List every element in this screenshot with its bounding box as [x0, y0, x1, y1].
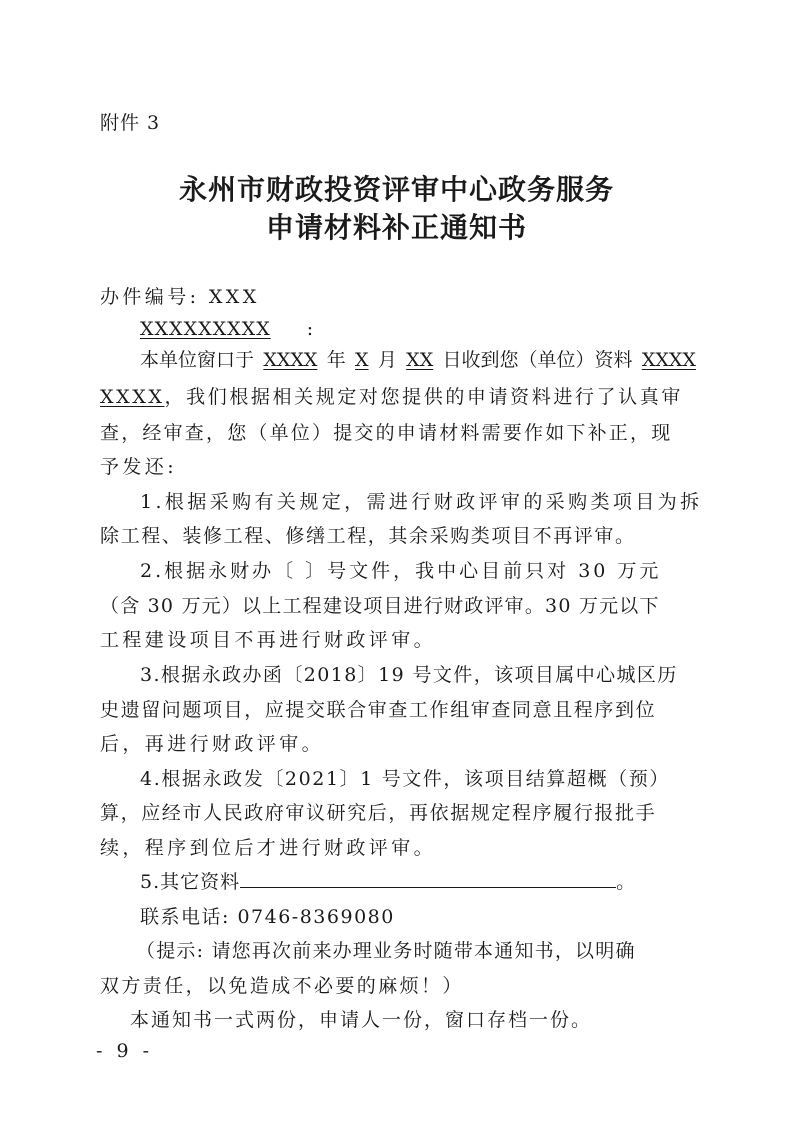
item-2-line-1: 2.根据永财办〔 〕号文件，我中心目前只对 30 万元 [140, 560, 662, 582]
copies-note: 本通知书一式两份，申请人一份，窗口存档一份。 [130, 1009, 593, 1031]
addressee-suffix: : [306, 318, 315, 340]
intro-line-4: 予发还: [100, 456, 178, 478]
attachment-label: 附件 3 [100, 112, 161, 134]
intro-line-2 [100, 384, 696, 410]
page-number: - 9 - [96, 1040, 154, 1062]
item-3-line-1: 3.根据永政办函〔2018〕19 号文件，该项目属中心城区历 [140, 664, 678, 686]
addressee-name: XXXXXXXXX [140, 318, 271, 340]
intro-doc-2: XXXX [100, 386, 165, 408]
intro-text-a: 本单位窗口于 [140, 349, 255, 371]
intro-month: X [355, 349, 369, 371]
item-3-line-3: 后，再进行财政评审。 [100, 733, 325, 755]
tip-line-2: 双方责任，以免造成不必要的麻烦！） [100, 975, 464, 997]
title-line-2: 申请材料补正通知书 [265, 211, 527, 244]
item-5-end: 。 [616, 871, 637, 893]
item-2-line-2: （含 30 万元）以上工程建设项目进行财政评审。30 万元以下 [100, 595, 660, 617]
intro-text-c: 月 [377, 349, 397, 371]
tip-line-1: （提示: 请您再次前来办理业务时随带本通知书，以明确 [136, 940, 636, 962]
title-line-1: 永州市财政投资评审中心政务服务 [178, 173, 614, 206]
case-number: 办件编号: XXX [100, 286, 260, 308]
item-2-line-3: 工程建设项目不再进行财政评审。 [100, 629, 437, 651]
intro-doc-1: XXXX [641, 349, 696, 371]
intro-day: XX [406, 349, 434, 371]
item-5-blank [240, 869, 616, 888]
item-3-line-2: 史遗留问题项目，应提交联合审查工作组审查同意且程序到位 [100, 699, 657, 721]
intro-line-3: 查，经审查，您（单位）提交的申请材料需要作如下补正，现 [100, 422, 673, 444]
item-1-line-2: 除工程、装修工程、修缮工程，其余采购类项目不再评审。 [100, 525, 636, 547]
item-4-line-3: 续，程序到位后才进行财政评审。 [100, 837, 437, 859]
contact-phone: 联系电话: 0746-8369080 [140, 906, 395, 928]
intro-line-2-rest: ，我们根据相关规定对您提供的申请资料进行了认真审 [164, 386, 683, 408]
intro-text-d: 日收到您（单位）资料 [442, 349, 633, 371]
item-1-line-1: 1.根据采购有关规定，需进行财政评审的采购类项目为拆 [140, 491, 703, 513]
item-4-line-2: 算，应经市人民政府审议研究后，再依据规定程序履行报批手 [100, 802, 657, 824]
addressee-line [100, 316, 696, 342]
item-5-label: 5.其它资料 [140, 871, 241, 893]
item-5-line [140, 869, 696, 895]
item-4-line-1: 4.根据永政发〔2021〕1 号文件，该项目结算超概（预） [140, 768, 671, 790]
intro-text-b: 年 [326, 349, 346, 371]
intro-year: XXXX [263, 349, 318, 371]
intro-line-1 [140, 347, 696, 373]
